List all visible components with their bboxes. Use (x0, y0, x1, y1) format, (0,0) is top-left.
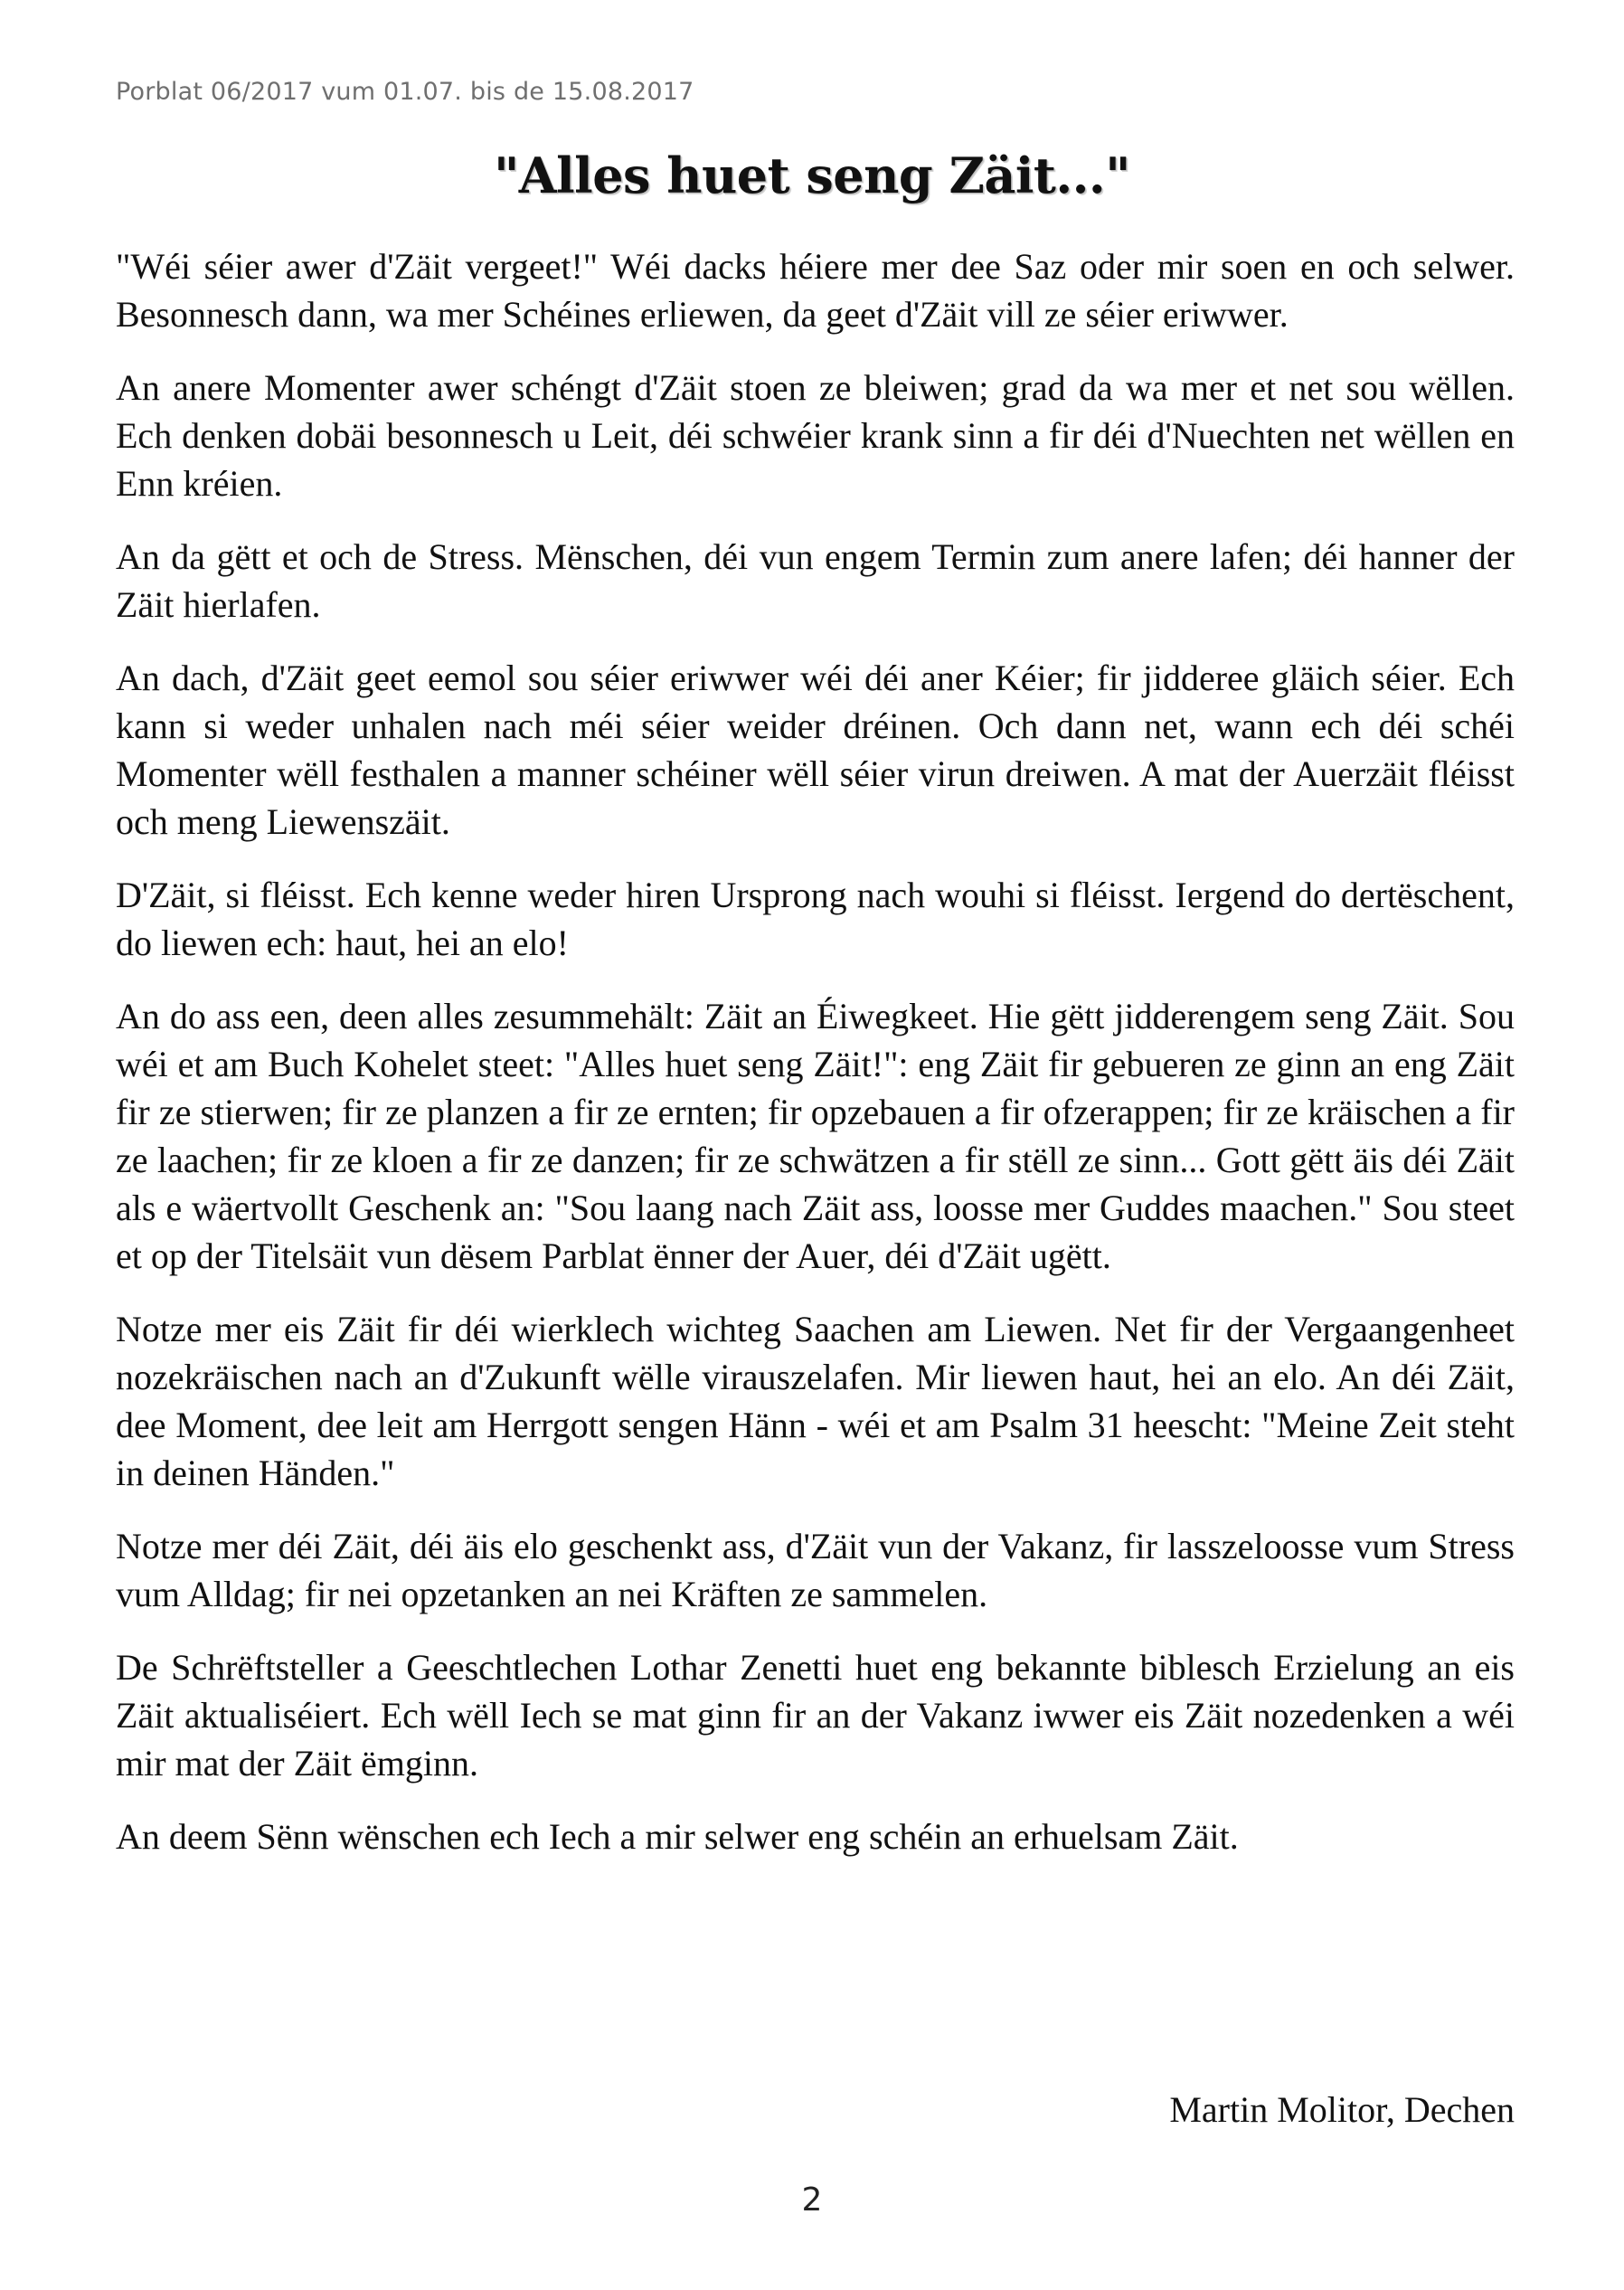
paragraph-4: An dach, d'Zäit geet eemol sou séier eriwwer wéi déi aner Kéier; fir jidderee gläich séier. Ech kann si weder unhalen nach méi séier weider dréinen. Och dann net, wann ech déi schéi Momenter wëll festhalen a manner schéiner wëll séier virun dreiwen. A mat der Auerzäit fléisst och meng Liewenszäit. (116, 658, 1515, 842)
paragraph-2: An anere Momenter awer schéngt d'Zäit stoen ze bleiwen; grad da wa mer et net sou wëllen. Ech denken dobäi besonnesch u Leit, déi schwéier krank sinn a fir déi d'Nuechten net wëllen en Enn kréien. (116, 367, 1515, 504)
article-title: "Alles huet seng Zäit..." (494, 147, 1130, 204)
paragraph-1: "Wéi séier awer d'Zäit vergeet!" Wéi dacks héiere mer dee Saz oder mir soen en och selwer. Besonnesch dann, wa mer Schéines erliewen, da geet d'Zäit vill ze séier eriwwer. (116, 246, 1515, 335)
paragraph-3: An da gëtt et och de Stress. Mënschen, déi vun engem Termin zum anere lafen; déi hanner der Zäit hierlafen. (116, 536, 1515, 625)
paragraph-9: De Schrëftsteller a Geeschtlechen Lothar Zenetti huet eng bekannte biblesch Erzielung an eis Zäit aktualiséiert. Ech wëll Iech se mat ginn fir an der Vakanz iwwer eis Zäit nozedenken a wéi mir mat der Zäit ëmginn. (116, 1647, 1515, 1784)
author-signature: Martin Molitor, Dechen (1169, 2089, 1515, 2130)
article-body (116, 242, 1515, 1860)
issue-header: Porblat 06/2017 vum 01.07. bis de 15.08.2017 (116, 78, 694, 106)
paragraph-5: D'Zäit, si fléisst. Ech kenne weder hiren Ursprong nach wouhi si fléisst. Iergend do dertëschent, do liewen ech: haut, hei an elo! (116, 875, 1515, 963)
paragraph-10: An deem Sënn wënschen ech Iech a mir selwer eng schéin an erhuelsam Zäit. (116, 1816, 1239, 1857)
paragraph-6: An do ass een, deen alles zesummehält: Zäit an Éiwegkeet. Hie gëtt jidderengem seng Zäit. Sou wéi et am Buch Kohelet steet: "Alles huet seng Zäit!": eng Zäit fir gebueren ze ginn an eng Zäit fir ze stierwen; fir ze planzen a fir ze ernten; fir opzebauen a fir ofzerappen; fir ze kräischen a fir ze laachen; fir ze kloen a fir ze danzen; fir ze schwätzen a fir stëll ze sinn... Gott gëtt äis déi Zäit als e wäertvollt Geschenk an: "Sou laang nach Zäit ass, loosse mer Guddes maachen." Sou steet et op der Titelsäit vun dësem Parblat ënner der Auer, déi d'Zäit ugëtt. (116, 996, 1515, 1276)
paragraph-8: Notze mer déi Zäit, déi äis elo geschenkt ass, d'Zäit vun der Vakanz, fir lasszeloosse vum Stress vum Alldag; fir nei opzetanken an nei Kräften ze sammelen. (116, 1526, 1515, 1614)
paragraph-7: Notze mer eis Zäit fir déi wierklech wichteg Saachen am Liewen. Net fir der Vergaangenheet nozekräischen nach an d'Zukunft wëlle virauszelafen. Mir liewen haut, hei an elo. An déi Zäit, dee Moment, dee leit am Herrgott sengen Hänn - wéi et am Psalm 31 heescht: "Meine Zeit steht in deinen Händen." (116, 1309, 1515, 1493)
page-number: 2 (801, 2181, 823, 2219)
